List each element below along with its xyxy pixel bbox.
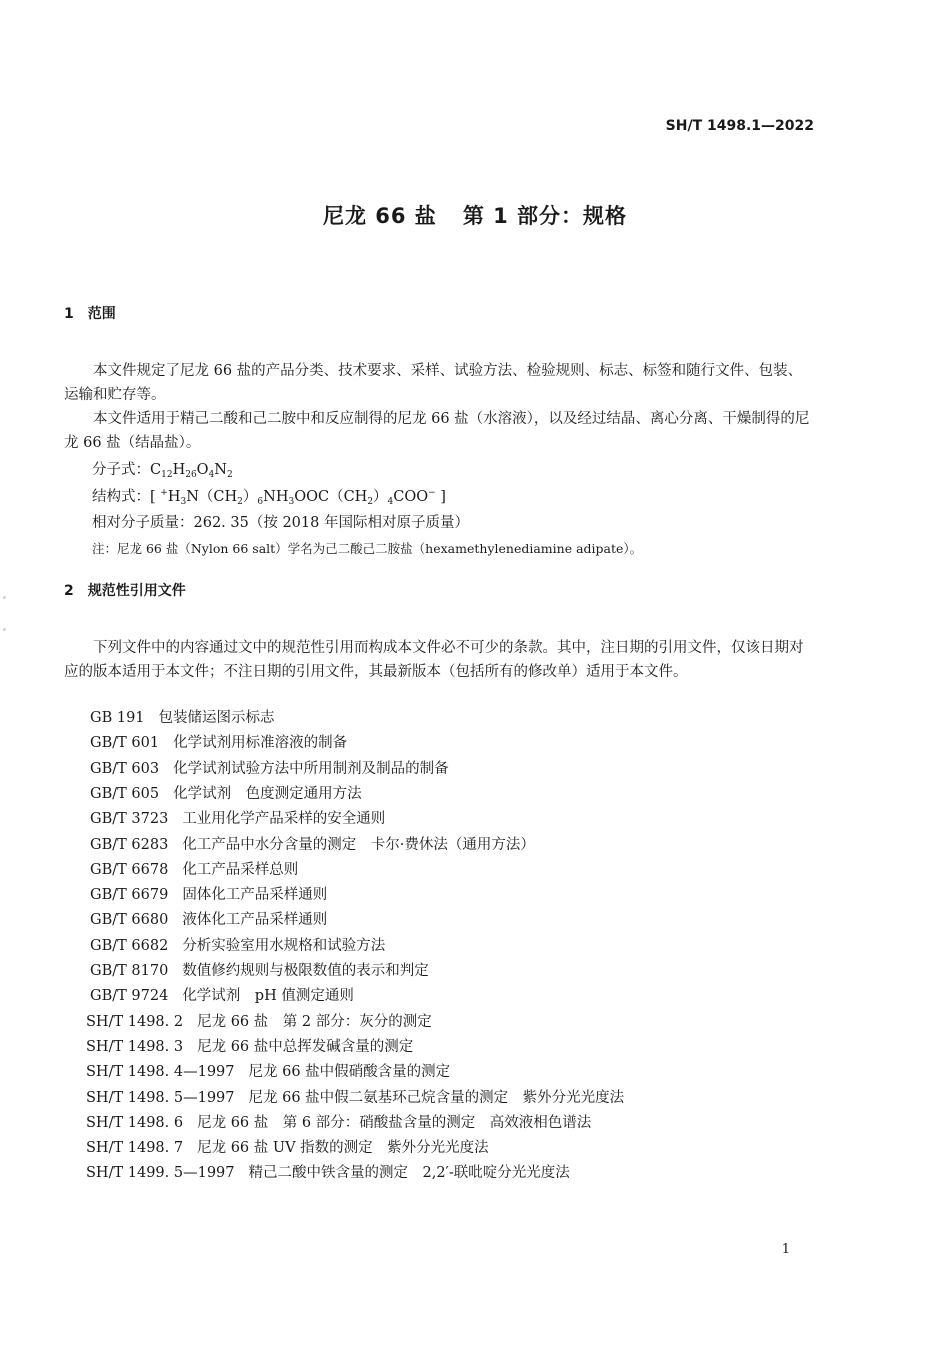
reference-code: SH/T 1498. 6 bbox=[86, 1114, 184, 1131]
reference-item bbox=[86, 1010, 432, 1031]
reference-code: SH/T 1499. 5—1997 bbox=[86, 1165, 235, 1182]
reference-item bbox=[90, 731, 347, 752]
reference-code: GB/T 3723 bbox=[90, 811, 169, 828]
reference-code: GB/T 6283 bbox=[90, 836, 169, 853]
scan-edge-mark bbox=[3, 628, 6, 631]
reference-title: 固体化工产品采样通则 bbox=[182, 887, 328, 904]
reference-title: 精己二酸中铁含量的测定 2,2′-联吡啶分光光度法 bbox=[248, 1165, 570, 1182]
page-number: 1 bbox=[781, 1242, 790, 1257]
section-heading-scope: 1 范围 bbox=[64, 306, 116, 322]
reference-code: SH/T 1498. 4—1997 bbox=[86, 1064, 235, 1081]
reference-item bbox=[90, 858, 298, 879]
reference-title: 包装储运图示标志 bbox=[158, 710, 275, 726]
molecular-mass: 相对分子质量：262. 35（按 2018 年国际相对原子质量） bbox=[92, 515, 469, 531]
reference-item bbox=[90, 908, 327, 929]
reference-title: 尼龙 66 盐 第 6 部分：硝酸盐含量的测定 高效液相色谱法 bbox=[197, 1114, 592, 1131]
reference-code: GB/T 8170 bbox=[90, 963, 169, 979]
reference-code: GB/T 9724 bbox=[90, 988, 169, 1005]
reference-title: 尼龙 66 盐中总挥发碱含量的测定 bbox=[197, 1038, 414, 1055]
reference-title: 尼龙 66 盐中假二氨基环己烷含量的测定 紫外分光光度法 bbox=[248, 1089, 625, 1106]
page-title bbox=[0, 200, 950, 230]
reference-item bbox=[90, 782, 362, 803]
reference-title: 液体化工产品采样通则 bbox=[182, 912, 328, 929]
reference-item bbox=[86, 1161, 570, 1182]
reference-title: 化学试剂试验方法中所用制剂及制品的制备 bbox=[173, 760, 449, 777]
reference-code: GB/T 6682 bbox=[90, 937, 169, 954]
reference-item bbox=[86, 1086, 624, 1107]
scan-edge-mark bbox=[3, 596, 6, 599]
reference-title: 化工产品采样总则 bbox=[182, 861, 299, 878]
reference-code: GB/T 6680 bbox=[90, 912, 169, 929]
reference-title: 尼龙 66 盐 UV 指数的测定 紫外分光光度法 bbox=[197, 1140, 489, 1157]
reference-code: SH/T 1498. 5—1997 bbox=[86, 1089, 235, 1106]
reference-code: GB/T 605 bbox=[90, 785, 160, 802]
section-heading-normative-references: 2 规范性引用文件 bbox=[64, 583, 186, 599]
reference-code: GB/T 601 bbox=[90, 735, 160, 752]
reference-item bbox=[86, 1111, 591, 1132]
reference-title: 化工产品中水分含量的测定 卡尔·费休法（通用方法） bbox=[182, 836, 535, 853]
reference-item bbox=[90, 984, 354, 1005]
reference-item bbox=[90, 959, 429, 980]
reference-title: 化学试剂 pH 值测定通则 bbox=[182, 988, 354, 1005]
scope-note: 注：尼龙 66 盐（Nylon 66 salt）学名为己二酸己二胺盐（hexamethylenediamine adipate）。 bbox=[92, 541, 643, 556]
reference-item bbox=[90, 807, 385, 828]
reference-code: SH/T 1498. 2 bbox=[86, 1013, 184, 1030]
reference-item bbox=[86, 1136, 489, 1157]
title-part: 第 1 部分：规格 bbox=[462, 204, 628, 228]
reference-item bbox=[90, 934, 385, 955]
reference-item bbox=[86, 1035, 413, 1056]
molecular-formula: 分子式：$C_{12}H_{26}O_4N_2$ bbox=[92, 462, 233, 480]
reference-item bbox=[90, 883, 327, 904]
reference-code: GB/T 6678 bbox=[90, 861, 169, 878]
reference-code: GB/T 603 bbox=[90, 760, 160, 777]
structural-formula: 结构式：[ $^+H_3N(CH_2)_6NH_3OOC(CH_2)_4COO^-$ ] bbox=[92, 488, 446, 507]
reference-title: 分析实验室用水规格和试验方法 bbox=[182, 937, 386, 954]
reference-code: SH/T 1498. 7 bbox=[86, 1140, 184, 1157]
reference-item bbox=[86, 1060, 450, 1081]
scope-paragraph-2: 本文件适用于精己二酸和己二胺中和反应制得的尼龙 66 盐（水溶液），以及经过结晶、离心分离、干燥制得的尼龙 66 盐（结晶盐）。 bbox=[64, 411, 810, 451]
molecular-formula-label: 分子式： bbox=[92, 462, 150, 478]
reference-code: SH/T 1498. 3 bbox=[86, 1038, 184, 1055]
scope-paragraph-1: 本文件规定了尼龙 66 盐的产品分类、技术要求、采样、试验方法、检验规则、标志、标签和随行文件、包装、运输和贮存等。 bbox=[64, 363, 803, 403]
reference-item bbox=[90, 706, 275, 727]
reference-title: 尼龙 66 盐 第 2 部分：灰分的测定 bbox=[197, 1013, 432, 1030]
reference-title: 化学试剂 色度测定通用方法 bbox=[173, 785, 362, 802]
reference-code: GB 191 bbox=[90, 710, 145, 726]
reference-title: 工业用化学产品采样的安全通则 bbox=[182, 811, 386, 828]
title-product: 尼龙 66 盐 bbox=[322, 204, 437, 228]
document-code: SH/T 1498.1—2022 bbox=[665, 118, 814, 134]
reference-item bbox=[90, 757, 449, 778]
reference-code: GB/T 6679 bbox=[90, 887, 169, 904]
structural-formula-label: 结构式： bbox=[92, 489, 150, 505]
reference-title: 尼龙 66 盐中假硝酸含量的测定 bbox=[248, 1064, 451, 1081]
reference-title: 化学试剂用标准溶液的制备 bbox=[173, 735, 348, 752]
reference-title: 数值修约规则与极限数值的表示和判定 bbox=[182, 963, 429, 979]
reference-item bbox=[90, 833, 535, 854]
references-paragraph: 下列文件中的内容通过文中的规范性引用而构成本文件必不可少的条款。其中，注日期的引用文件，仅该日期对应的版本适用于本文件；不注日期的引用文件，其最新版本（包括所有的修改单）适用于本文件。 bbox=[64, 640, 804, 680]
